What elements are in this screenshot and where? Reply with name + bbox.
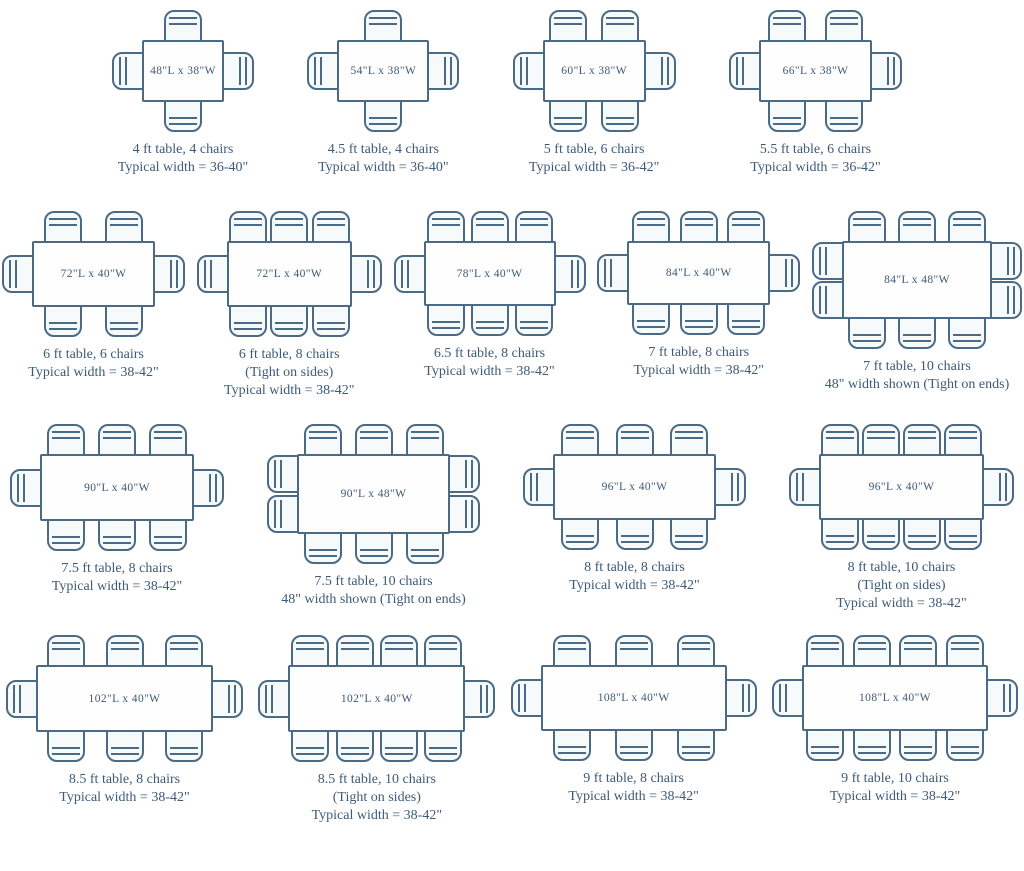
table-with-chairs-diagram [112,10,254,132]
table-dimensions-label: 66"L x 38"W [782,65,849,77]
figure-caption [529,141,659,177]
caption-line: 4.5 ft table, 4 chairs [327,142,439,157]
tabletop [36,665,213,732]
caption-line: Typical width = 38-42" [568,789,699,804]
caption-line: (Tight on sides) [857,578,946,593]
row-2 [0,211,1024,400]
caption-line: Typical width = 38-42" [51,579,183,594]
table-with-chairs-diagram [267,424,480,564]
caption-line: 8 ft table, 8 chairs [584,560,685,575]
table-dimensions-label: 102"L x 40"W [340,692,413,705]
figure-caption [224,346,354,400]
tabletop [142,40,224,102]
table-dimensions-label: 60"L x 38"W [561,65,628,77]
row-3 [0,424,1024,613]
caption-line: Typical width = 36-40" [117,160,249,175]
tabletop [543,40,646,102]
table-with-chairs-diagram [789,424,1014,550]
figure-caption [569,559,699,595]
table-dimensions-label: 96"L x 40"W [868,481,935,493]
caption-line: Typical width = 38-42" [569,578,700,593]
table-dimensions-label: 78"L x 40"W [456,267,523,280]
figure-caption [281,573,466,609]
tabletop [32,241,155,307]
caption-line: Typical width = 36-42" [528,160,660,175]
caption-line: 4 ft table, 4 chairs [132,142,234,157]
caption-line: 6.5 ft table, 8 chairs [433,346,546,361]
table-dimensions-label: 72"L x 40"W [256,268,323,280]
figure-caption [118,141,248,177]
table-with-chairs-diagram [307,10,459,132]
tabletop [297,454,450,534]
row-4 [0,635,1024,825]
table-dimensions-label: 90"L x 48"W [340,488,407,500]
figure-caption [634,344,764,380]
table-dimensions-label: 90"L x 40"W [84,481,150,494]
caption-line: 7 ft table, 10 chairs [863,359,971,374]
tabletop [227,241,352,307]
table-dimensions-label: 48"L x 38"W [150,65,216,77]
figure-caption [59,771,189,807]
table-dimensions-label: 84"L x 40"W [665,267,732,279]
caption-line: Typical width = 38-42" [224,383,355,398]
caption-line: 48" width shown (Tight on ends) [281,592,466,607]
table-with-chairs-diagram [394,211,586,336]
row-1 [0,0,1024,177]
table-with-chairs-diagram [6,635,243,762]
figure-caption [28,346,158,382]
tabletop [627,241,770,305]
caption-line: 6 ft table, 8 chairs [238,347,340,362]
caption-line: Typical width = 38-42" [59,790,190,805]
caption-line: (Tight on sides) [245,365,334,380]
table-with-chairs-diagram [523,424,746,550]
table-with-chairs-diagram [511,635,757,761]
table-dimensions-label: 108"L x 40"W [859,692,931,704]
tabletop [553,454,716,520]
table-dimensions-label: 96"L x 40"W [601,481,668,493]
table-dimensions-label: 54"L x 38"W [350,65,417,77]
table-dimensions-label: 84"L x 48"W [884,274,950,286]
tabletop [541,665,727,731]
tabletop [337,40,429,102]
table-dimensions-label: 72"L x 40"W [60,268,127,280]
figure-caption [424,345,554,381]
table-dimensions-label: 108"L x 40"W [597,692,670,704]
table-figure [597,211,800,380]
figure-caption [750,141,880,177]
caption-line: 8.5 ft table, 10 chairs [317,772,436,787]
caption-line: Typical width = 38-42" [311,808,443,823]
table-figure [511,635,757,806]
caption-line: 9 ft table, 8 chairs [583,771,684,786]
caption-line: 9 ft table, 10 chairs [841,771,949,786]
table-with-chairs-diagram [197,211,382,337]
table-with-chairs-diagram [597,211,800,335]
caption-line: 7.5 ft table, 8 chairs [61,561,173,576]
table-with-chairs-diagram [772,635,1018,761]
tabletop [288,665,465,732]
caption-line: 5 ft table, 6 chairs [543,142,645,157]
caption-line: Typical width = 38-42" [424,364,555,379]
table-with-chairs-diagram [812,211,1022,349]
table-figure [10,424,224,596]
caption-line: Typical width = 38-42" [633,363,764,378]
caption-line: 6 ft table, 6 chairs [43,347,144,362]
caption-line: 48" width shown (Tight on ends) [824,377,1010,392]
table-figure [197,211,382,400]
figure-caption [830,770,960,806]
caption-line: Typical width = 38-42" [829,789,961,804]
tabletop [759,40,872,102]
figure-caption [318,141,448,177]
caption-line: 7 ft table, 8 chairs [648,345,750,360]
caption-line: 8 ft table, 10 chairs [847,560,956,575]
figure-caption [312,771,442,825]
caption-line: 5.5 ft table, 6 chairs [759,142,872,157]
table-with-chairs-diagram [513,10,676,132]
caption-line: Typical width = 36-42" [750,160,881,175]
caption-line: Typical width = 36-40" [318,160,449,175]
caption-line: (Tight on sides) [332,790,421,805]
table-with-chairs-diagram [729,10,902,132]
table-figure [267,424,480,609]
table-figure [112,10,254,177]
tabletop [819,454,984,520]
table-figure [2,211,185,382]
table-figure [513,10,676,177]
table-dimensions-label: 102"L x 40"W [88,692,161,705]
table-with-chairs-diagram [10,424,224,551]
table-figure [394,211,586,381]
caption-line: 8.5 ft table, 8 chairs [68,772,181,787]
tabletop [842,241,992,319]
figure-caption [52,560,182,596]
figure-caption [836,559,966,613]
table-figure [812,211,1022,394]
table-with-chairs-diagram [258,635,495,762]
table-figure [523,424,746,595]
figure-caption [825,358,1010,394]
table-with-chairs-diagram [2,211,185,337]
table-figure [729,10,902,177]
table-figure [6,635,243,807]
tabletop [802,665,988,731]
caption-line: 7.5 ft table, 10 chairs [314,574,433,589]
caption-line: Typical width = 38-42" [28,365,159,380]
tabletop [424,241,556,306]
caption-line: Typical width = 38-42" [836,596,967,611]
table-figure [307,10,459,177]
table-figure [789,424,1014,613]
figure-caption [568,770,698,806]
table-figure [772,635,1018,806]
tabletop [40,454,194,521]
table-figure [258,635,495,825]
